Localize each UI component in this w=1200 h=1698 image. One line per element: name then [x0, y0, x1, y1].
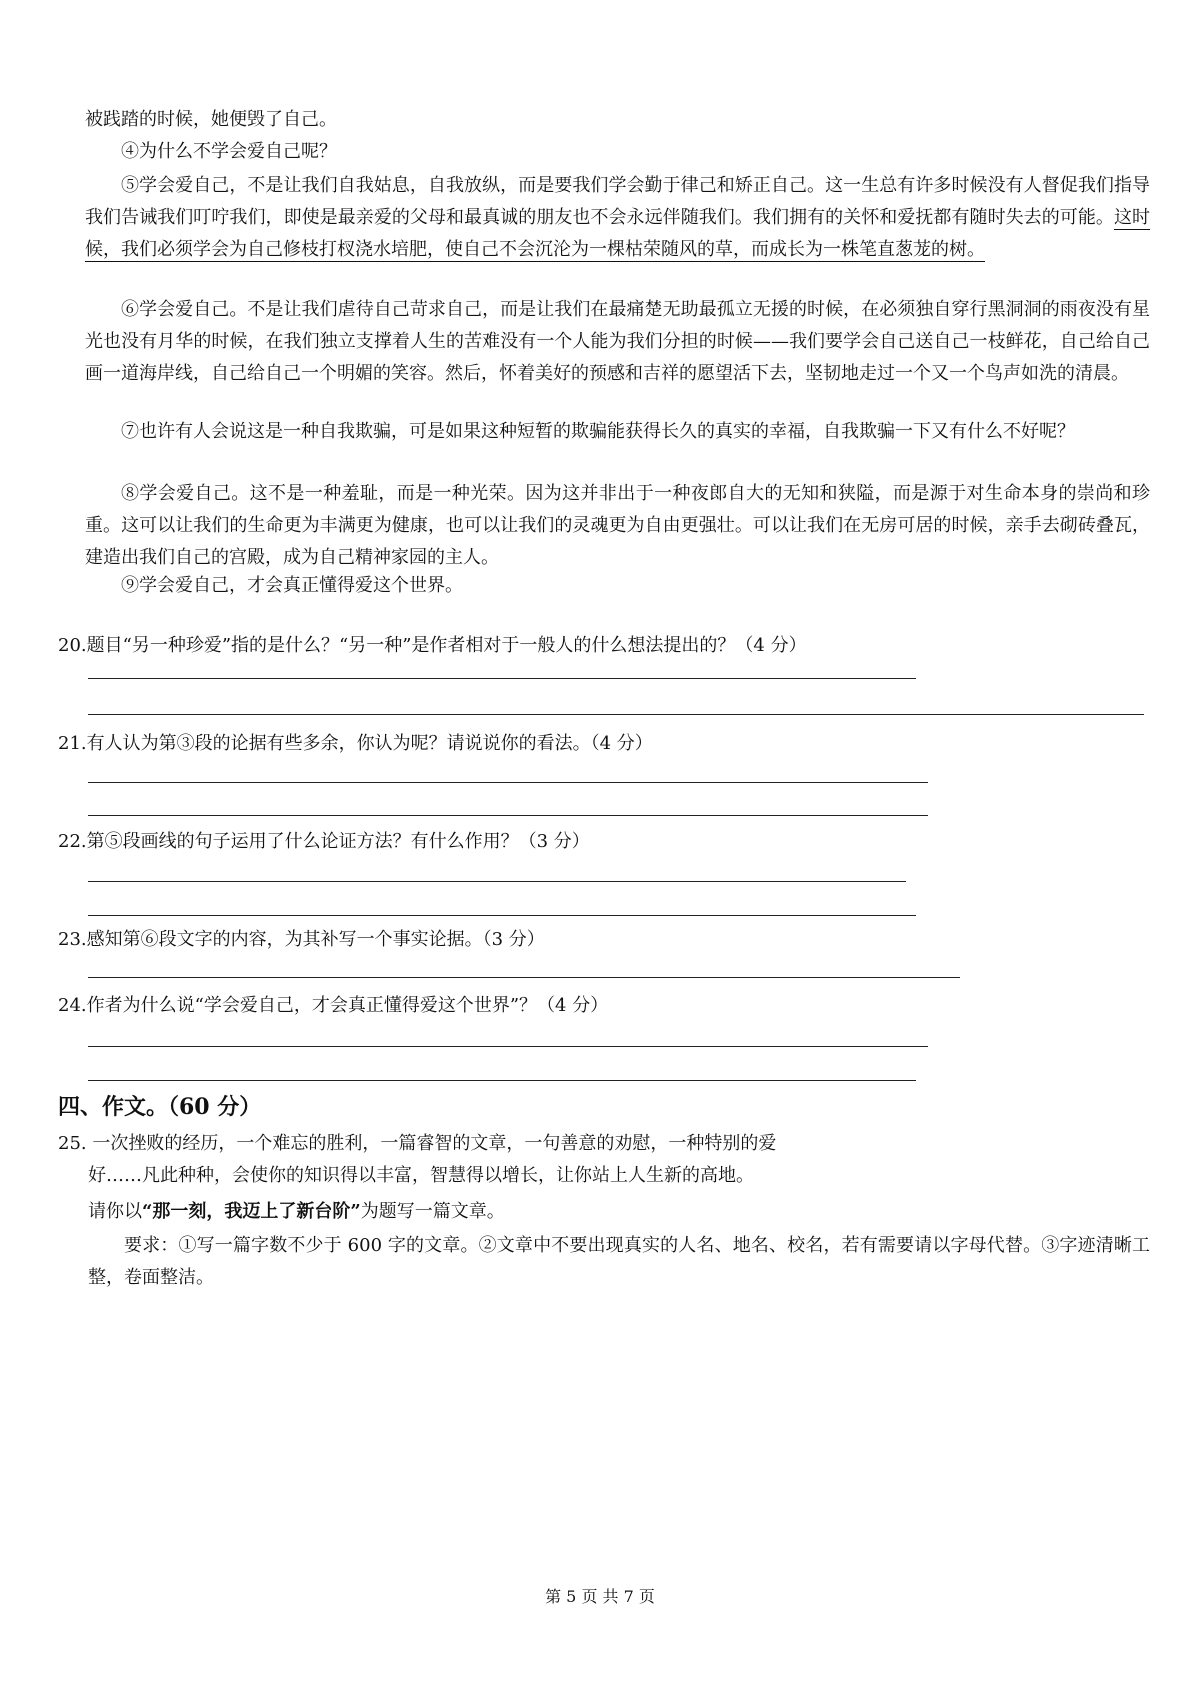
- question-20: 20.题目“另一种珍爱”指的是什么？“另一种”是作者相对于一般人的什么想法提出的？（4 分）: [58, 635, 807, 656]
- essay-prompt-pre: 请你以: [88, 1201, 142, 1222]
- answer-line[interactable]: [88, 977, 960, 978]
- page-number: 第 5 页 共 7 页: [545, 1587, 655, 1606]
- paragraph-5-text: ⑤学会爱自己，不是让我们自我姑息，自我放纵，而是要我们学会勤于律己和矫正自己。这一生总有许多时候没有人督促我们指导我们告诫我们叮咛我们，即使是最亲爱的父母和最真诚的朋友也不会永远伴随我们。我们拥有的关怀和爱抚都有随时失去的可能。: [85, 175, 1150, 228]
- essay-prompt-post: 为题写一篇文章。: [360, 1201, 505, 1222]
- question-22: 22.第⑤段画线的句子运用了什么论证方法？有什么作用？（3 分）: [58, 831, 590, 852]
- answer-line[interactable]: [88, 678, 916, 679]
- passage-paragraph-8: ⑧学会爱自己。这不是一种羞耻，而是一种光荣。因为这并非出于一种夜郎自大的无知和狭隘，而是源于对生命本身的崇尚和珍重。这可以让我们的生命更为丰满更为健康，也可以让我们的灵魂更为自由更强壮。可以让我们在无房可居的时候，亲手去砌砖叠瓦，建造出我们自己的宫殿，成为自己精神家园的主人。: [85, 483, 1150, 568]
- question-25-line-2: 好……凡此种种，会使你的知识得以丰富，智慧得以增长，让你站上人生新的高地。: [88, 1165, 754, 1186]
- section-heading: 四、作文。（60 分）: [58, 1094, 262, 1120]
- question-21: 21.有人认为第③段的论据有些多余，你认为呢？请说说你的看法。（4 分）: [58, 733, 653, 754]
- answer-line[interactable]: [88, 881, 906, 882]
- passage-paragraph-4: ④为什么不学会爱自己呢？: [121, 141, 337, 162]
- answer-line[interactable]: [88, 714, 1144, 715]
- answer-line[interactable]: [88, 782, 928, 783]
- passage-paragraph-7: ⑦也许有人会说这是一种自我欺骗，可是如果这种短暂的欺骗能获得长久的真实的幸福，自我欺骗一下又有什么不好呢？: [121, 421, 1075, 442]
- question-24: 24.作者为什么说“学会爱自己，才会真正懂得爱这个世界”？（4 分）: [58, 995, 609, 1016]
- passage-paragraph-continued: 被践踏的时候，她便毁了自己。: [85, 109, 337, 130]
- answer-line[interactable]: [88, 1080, 916, 1081]
- passage-paragraph-6: ⑥学会爱自己。不是让我们虐待自己苛求自己，而是让我们在最痛楚无助最孤立无援的时候，在必须独自穿行黑洞洞的雨夜没有星光也没有月华的时候，在我们独立支撑着人生的苦难没有一个人能为我们分担的时候——我们要学会自己送自己一枝鲜花，自己给自己画一道海岸线，自己给自己一个明媚的笑容。然后，怀着美好的预感和吉祥的愿望活下去，坚韧地走过一个又一个鸟声如洗的清晨。: [85, 299, 1150, 384]
- answer-line[interactable]: [88, 1046, 928, 1047]
- essay-title: “那一刻，我迈上了新台阶”: [142, 1201, 361, 1222]
- essay-prompt: [88, 1198, 505, 1226]
- passage-paragraph-5: [85, 170, 1150, 266]
- question-25-line-1: 25. 一次挫败的经历，一个难忘的胜利，一篇睿智的文章，一句善意的劝慰，一种特别的爱: [58, 1133, 777, 1154]
- answer-line[interactable]: [88, 815, 928, 816]
- answer-line[interactable]: [88, 915, 916, 916]
- passage-paragraph-9: ⑨学会爱自己，才会真正懂得爱这个世界。: [121, 575, 463, 596]
- essay-requirements: 要求：①写一篇字数不少于 600 字的文章。②文章中不要出现真实的人名、地名、校名，若有需要请以字母代替。③字迹清晰工整，卷面整洁。: [88, 1235, 1150, 1288]
- underlined-sentence: 这时候，我们必须学会为自己修枝打杈浇水培肥，使自己不会沉沦为一棵枯荣随风的草，而成长为一株笔直葱茏的树。: [85, 207, 1151, 260]
- question-23: 23.感知第⑥段文字的内容，为其补写一个事实论据。（3 分）: [58, 929, 545, 950]
